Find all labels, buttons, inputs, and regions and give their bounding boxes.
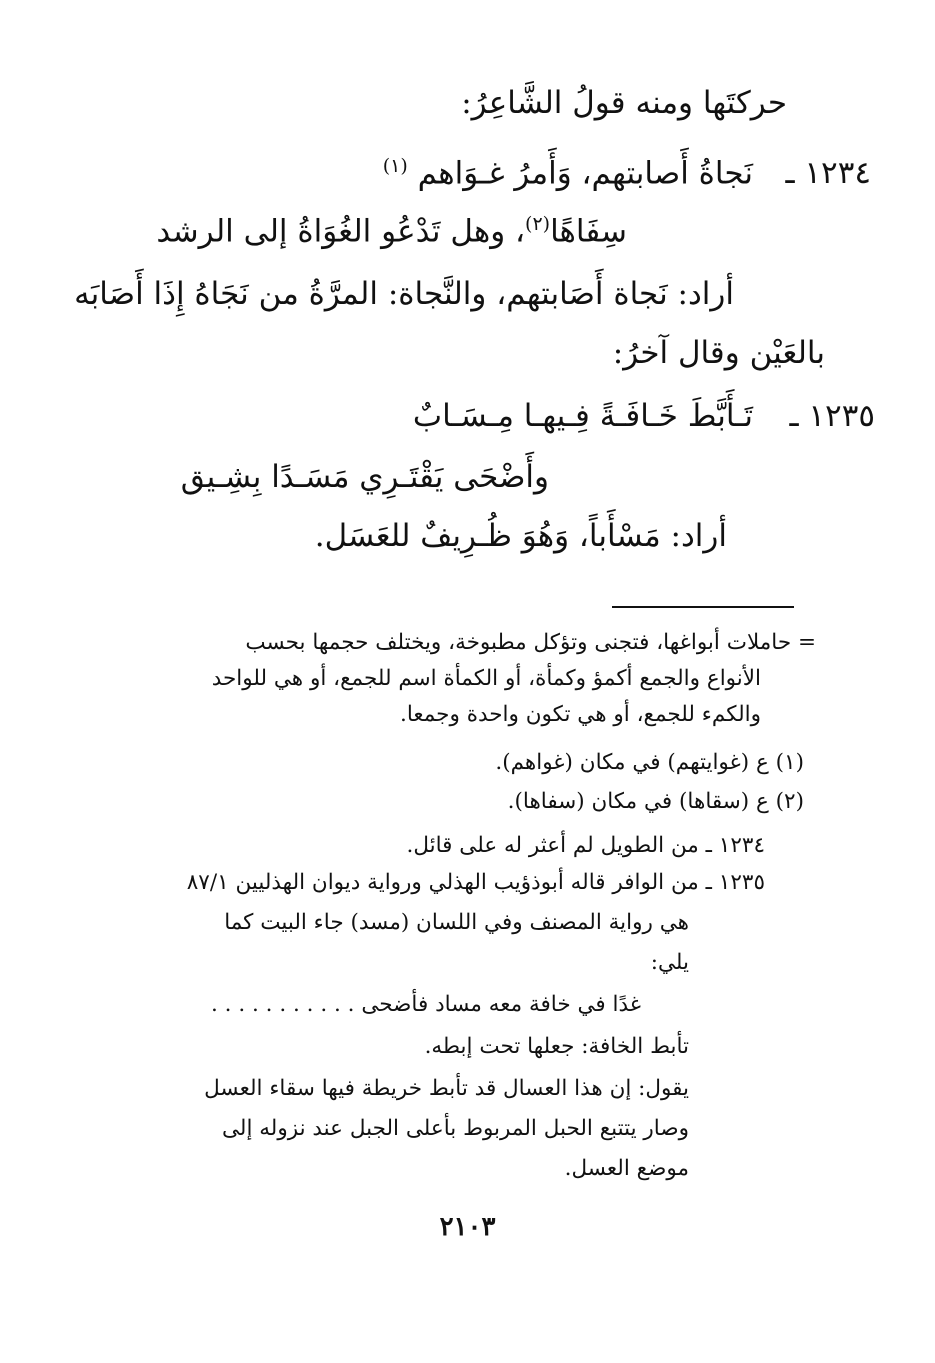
footnote-1235-line-4: تأبط الخافة: جعلها تحت إبطه. xyxy=(424,1034,689,1059)
footnote-1234: ١٢٣٤ ـ من الطويل لم أعثر له على قائل. xyxy=(406,833,765,858)
verse-1235-first-hemistich: تَـأَبَّطَ خَـافَـةً فِـيهـا مِـسَـابٌ xyxy=(412,398,753,434)
footnote-1235-line-5: يقول: إن هذا العسال قد تأبط خريطة فيها سقاء العسل xyxy=(204,1076,689,1101)
footnote-1235-line-6: وصار يتتبع الحبل المربوط بأعلى الجبل عند نزوله إلى xyxy=(221,1116,689,1141)
footnote-1: (١) ع (غوايتهم) في مكان (غواهم). xyxy=(495,750,804,775)
verse-1234-second-post: ، وهل تَدْعُو الغُوَاةُ إلى الرشد xyxy=(156,213,526,250)
footnote-continuation-line-2: الأنواع والجمع أكمؤ وكمأة، أو الكمأة اسم للجمع، أو هي للواحد xyxy=(211,666,761,691)
footnote-1235-line-7: موضع العسل. xyxy=(564,1156,689,1181)
verse-number-1234: ١٢٣٤ ـ xyxy=(785,155,871,191)
footnote-continuation-line-3: والكمء للجمع، أو هي تكون واحدة وجمعا. xyxy=(400,702,761,727)
verse-number-1235: ١٢٣٥ ـ xyxy=(789,398,875,434)
verse-1234-first-text: نَجاةُ أَصابتهم، وَأَمرُ غـوَاهم xyxy=(417,155,753,192)
explanation-2: أراد: مَسْأَباً، وَهُوَ ظُـرِيفٌ للعَسَل. xyxy=(314,518,727,554)
verse-1234-second-pre: سِفَاهًا xyxy=(550,213,627,250)
page-number: ٢١٠٣ xyxy=(439,1212,496,1242)
explanation-1-line-2: بالعَيْن وقال آخرُ: xyxy=(612,335,825,371)
verse-1234-second-hemistich xyxy=(156,213,627,251)
footnote-separator xyxy=(612,606,794,608)
verse-1235-second-hemistich: وأَضْحَى يَقْتَـرِي مَسَـدًا بِشِـيق xyxy=(180,459,549,495)
footnote-1235-verse: غدًا في خافة معه مساد فأضحى . . . . . . . . . . . xyxy=(211,992,641,1017)
footnote-1235-line-3: يلي: xyxy=(650,950,689,975)
footnote-2: (٢) ع (سقاها) في مكان (سفاها). xyxy=(507,789,804,814)
footnote-ref-1: (١) xyxy=(382,155,408,177)
explanation-1-line-1: أراد: نَجاة أَصَابتهم، والنَّجاة: المرَّةُ من نَجَاهُ إِذَا أَصَابَه xyxy=(74,276,734,312)
footnote-1235-line-1: ١٢٣٥ ـ من الوافر قاله أبوذؤيب الهذلي ورواية ديوان الهذليين ٨٧/١ xyxy=(186,870,765,895)
verse-1234-first-hemistich xyxy=(383,155,753,193)
intro-line: حركتَها ومنه قولُ الشَّاعِرُ: xyxy=(461,85,787,121)
footnote-1235-line-2: هي رواية المصنف وفي اللسان (مسد) جاء البيت كما xyxy=(224,910,689,935)
footnote-ref-2: (٢) xyxy=(525,213,551,235)
footnote-continuation-line-1: = حاملات أبواغها، فتجنى وتؤكل مطبوخة، ويختلف حجمها بحسب xyxy=(245,630,816,655)
